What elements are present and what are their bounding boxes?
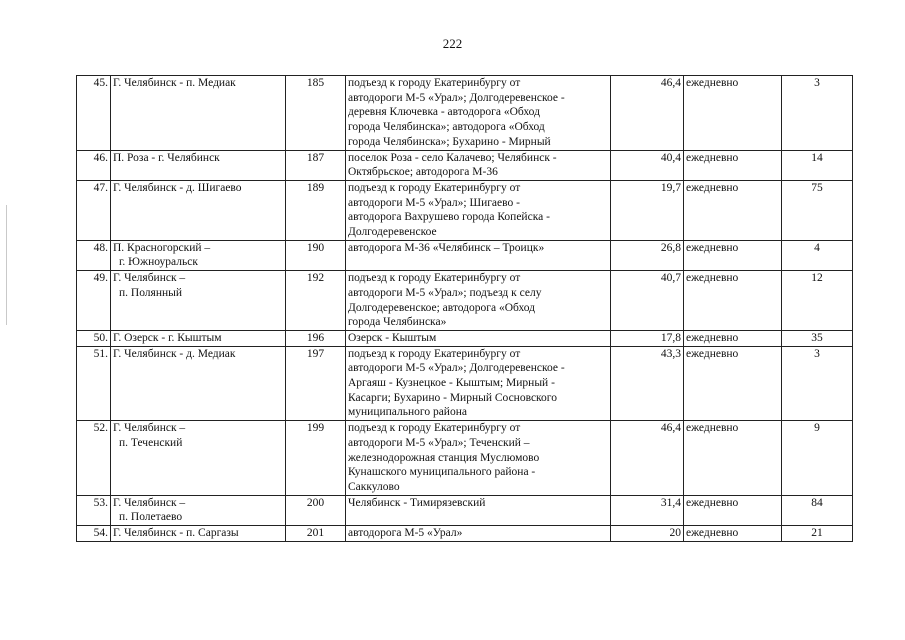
route-code: 197 [286,346,346,421]
route-frequency: ежедневно [684,330,782,346]
route-name-line: Г. Челябинск – [113,496,186,509]
route-path-line: Челябинск - Тимирязевский [348,496,486,509]
route-path-line: подъезд к городу Екатеринбургу от [348,77,521,89]
route-path-line: автодорога М-36 «Челябинск – Троицк» [348,241,545,254]
route-distance: 20 [611,526,684,542]
route-frequency: ежедневно [684,240,782,270]
table-row [77,495,853,525]
route-path [346,271,611,331]
route-path [346,180,611,240]
route-path-line: автодороги М-5 «Урал»; подъезд к селу [348,286,542,299]
route-name-line: П. Роза - г. Челябинск [113,151,220,164]
route-path-line: муниципального района [348,406,467,419]
route-path-line: автодороги М-5 «Урал»; Шигаево - [348,196,520,209]
table-row [77,421,853,496]
route-name [111,76,286,151]
route-name-line: г. Южноуральск [119,256,198,269]
route-name-line: П. Красногорский – [113,241,211,254]
trip-count: 3 [782,346,853,421]
route-distance: 17,8 [611,330,684,346]
row-number: 53. [77,495,111,525]
route-frequency: ежедневно [684,526,782,542]
row-number: 48. [77,240,111,270]
route-path [346,495,611,525]
route-path-line: автодорога Вахрушево города Копейска - [348,211,550,224]
row-number: 50. [77,330,111,346]
route-path [346,330,611,346]
trip-count: 4 [782,240,853,270]
route-name-line: Г. Челябинск - д. Шигаево [113,181,242,194]
table-row [77,150,853,180]
route-path-line: автодороги М-5 «Урал»; Долгодеревенское - [348,91,565,104]
route-frequency: ежедневно [684,180,782,240]
route-frequency: ежедневно [684,495,782,525]
route-name [111,346,286,421]
route-path [346,76,611,151]
row-number: 46. [77,150,111,180]
route-path-line: Аргаяш - Кузнецкое - Кыштым; Мирный - [348,377,555,390]
route-code: 192 [286,271,346,331]
route-name-line: Г. Челябинск – [113,272,186,285]
row-number: 54. [77,526,111,542]
route-name-line: Г. Озерск - г. Кыштым [113,331,222,344]
route-path [346,421,611,496]
route-name [111,526,286,542]
route-name [111,330,286,346]
table-row [77,526,853,542]
table-row [77,180,853,240]
route-distance: 19,7 [611,180,684,240]
table-row [77,346,853,421]
route-path-line: Саккулово [348,480,400,493]
route-name-line: п. Теченский [119,436,183,449]
route-name [111,240,286,270]
row-number: 49. [77,271,111,331]
route-name [111,271,286,331]
route-name [111,421,286,496]
route-path-line: города Челябинска»; Бухарино - Мирный [348,135,551,148]
route-path-line: города Челябинска» [348,316,447,329]
trip-count: 21 [782,526,853,542]
route-name-line: Г. Челябинск - п. Саргазы [113,527,239,540]
route-distance: 40,7 [611,271,684,331]
table-row [77,76,853,151]
route-name [111,495,286,525]
route-code: 187 [286,150,346,180]
route-path-line: автодорога М-5 «Урал» [348,527,463,540]
route-frequency: ежедневно [684,346,782,421]
row-number: 52. [77,421,111,496]
route-path-line: Долгодеревенское; автодорога «Обход [348,301,536,314]
trip-count: 3 [782,76,853,151]
route-code: 185 [286,76,346,151]
route-path-line: Долгодеревенское [348,226,437,239]
route-name [111,180,286,240]
route-path-line: автодороги М-5 «Урал»; Теченский – [348,436,530,449]
route-distance: 40,4 [611,150,684,180]
route-path [346,150,611,180]
route-path [346,240,611,270]
route-code: 190 [286,240,346,270]
trip-count: 35 [782,330,853,346]
row-number: 47. [77,180,111,240]
trip-count: 9 [782,421,853,496]
route-code: 189 [286,180,346,240]
route-code: 196 [286,330,346,346]
route-distance: 46,4 [611,76,684,151]
route-name-line: Г. Челябинск - д. Медиак [113,347,236,360]
trip-count: 14 [782,150,853,180]
route-path-line: Озерск - Кыштым [348,331,437,344]
route-path-line: Октябрьское; автодорога М-36 [348,166,498,179]
route-path [346,346,611,421]
route-path-line: подъезд к городу Екатеринбургу от [348,347,521,360]
route-frequency: ежедневно [684,76,782,151]
row-number: 45. [77,76,111,151]
route-path-line: Касарги; Бухарино - Мирный Сосновского [348,391,557,404]
route-distance: 26,8 [611,240,684,270]
route-code: 199 [286,421,346,496]
route-frequency: ежедневно [684,150,782,180]
trip-count: 12 [782,271,853,331]
trip-count: 75 [782,180,853,240]
route-name-line: п. Полянный [119,286,183,299]
route-name-line: Г. Челябинск – [113,422,186,435]
trip-count: 84 [782,495,853,525]
scan-margin-line [6,205,7,325]
route-path-line: поселок Роза - село Калачево; Челябинск - [348,151,557,164]
table-row [77,330,853,346]
route-frequency: ежедневно [684,421,782,496]
route-code: 201 [286,526,346,542]
route-distance: 46,4 [611,421,684,496]
route-path-line: подъезд к городу Екатеринбургу от [348,181,521,194]
route-path-line: подъезд к городу Екатеринбургу от [348,422,521,435]
route-path-line: города Челябинска»; автодорога «Обход [348,121,545,134]
table-row [77,271,853,331]
route-name-line: п. Полетаево [119,511,183,524]
route-frequency: ежедневно [684,271,782,331]
row-number: 51. [77,346,111,421]
route-code: 200 [286,495,346,525]
route-path-line: Кунашского муниципального района - [348,466,536,479]
route-path-line: железнодорожная станция Муслюмово [348,451,540,464]
table-row [77,240,853,270]
route-path-line: подъезд к городу Екатеринбургу от [348,272,521,285]
route-distance: 43,3 [611,346,684,421]
route-path-line: автодороги М-5 «Урал»; Долгодеревенское - [348,362,565,375]
routes-table [76,75,853,542]
routes-table-body [77,76,853,542]
page-number: 222 [442,36,463,51]
route-path-line: деревня Ключевка - автодорога «Обход [348,106,540,119]
route-distance: 31,4 [611,495,684,525]
route-name-line: Г. Челябинск - п. Медиак [113,77,236,89]
route-path [346,526,611,542]
route-name [111,150,286,180]
